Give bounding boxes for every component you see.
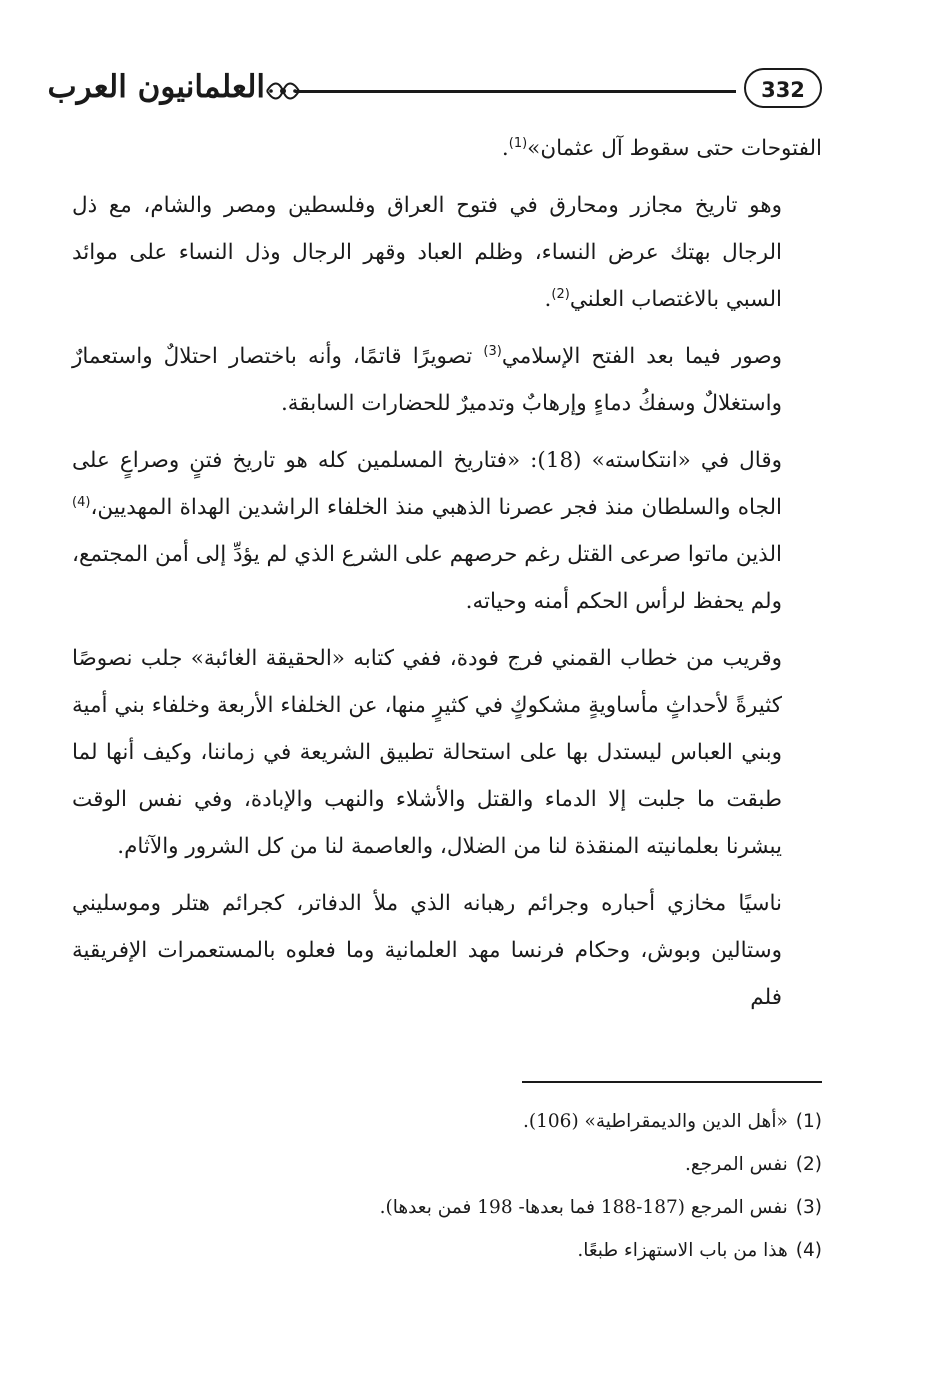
- paragraph-text: .: [501, 136, 509, 161]
- footnote-item: [72, 1229, 822, 1272]
- paragraph-text: وصور فيما بعد الفتح الإسلامي: [501, 344, 782, 369]
- footnote-item: [72, 1100, 822, 1143]
- paragraph: [72, 437, 822, 625]
- paragraph-gap: [72, 172, 822, 182]
- footnote-reference: (1): [508, 135, 528, 151]
- footnote-text: هذا من باب الاستهزاء طبعًا.: [577, 1240, 788, 1261]
- footnote-number: (3): [795, 1197, 822, 1218]
- paragraph: [72, 635, 822, 870]
- footnote-text: «أهل الدين والديمقراطية» (106).: [523, 1111, 788, 1132]
- paragraph: [72, 182, 822, 323]
- footnote-item: [72, 1143, 822, 1186]
- paragraph-text: وقريب من خطاب القمني فرج فودة، ففي كتابه «الحقيقة الغائبة» جلب نصوصًا كثيرةً لأحداثٍ مأساويةٍ مشكوكٍ في كثيرٍ منها، عن الخلفاء الأربعة وخلفاء بني أمية وبني العباس ليستدل بها على استحالة تطبيق الشريعة في زماننا، وكيف أنها لما طبقت ما جلبت إلا الدماء والقتل والأشلاء والنهب والإبادة، وفي نفس الوقت يبشرنا بعلمانيته المنقذة لنا من الضلال، والعاصمة لنا من كل الشرور والآثام.: [72, 646, 782, 859]
- paragraph: [72, 125, 822, 172]
- paragraph-gap: [72, 870, 822, 880]
- footnote-number: (4): [795, 1240, 822, 1261]
- paragraph-gap: [72, 323, 822, 333]
- footnote-item: [72, 1186, 822, 1229]
- paragraph-text: وقال في «انتكاسته» (18): «فتاريخ المسلمين كله هو تاريخ فتنٍ وصراعٍ على الجاه والسلطان منذ فجر عصرنا الذهبي منذ الخلفاء الراشدين الهداة المهديين،: [72, 448, 782, 520]
- page-header: [47, 58, 822, 122]
- page-number-badge: 332: [744, 68, 822, 108]
- paragraph-text: تصويرًا قاتمًا، وأنه باختصار احتلالٌ واستعمارٌ واستغلالٌ وسفكُ دماءٍ وإرهابٌ وتدميرٌ للحضارات السابقة.: [72, 344, 782, 416]
- footnote-reference: (2): [551, 286, 570, 302]
- footnote-text: نفس المرجع (187-188 فما بعدها- 198 فمن بعدها).: [379, 1197, 788, 1218]
- footnote-separator: [522, 1081, 822, 1083]
- paragraph: [72, 880, 822, 1021]
- paragraph-text: الفتوحات حتى سقوط آل عثمان»: [527, 136, 822, 161]
- footnote-reference: (3): [483, 343, 502, 359]
- paragraph-text: وهو تاريخ مجازر ومحارق في فتوح العراق وفلسطين ومصر والشام، مع ذل الرجال بهتك عرض النساء، وظلم العباد وقهر الرجال وذل النساء على موائد السبي بالاغتصاب العلني: [72, 193, 782, 312]
- footnotes: [72, 1100, 822, 1272]
- paragraph: [72, 333, 822, 427]
- header-rule: [295, 90, 736, 93]
- paragraph-gap: [72, 625, 822, 635]
- footnote-text: نفس المرجع.: [684, 1154, 788, 1175]
- body-text: [72, 125, 822, 1021]
- book-title: العلمانيون العرب: [47, 69, 265, 105]
- paragraph-text: .: [544, 287, 552, 312]
- footnote-number: (2): [795, 1154, 822, 1175]
- paragraph-gap: [72, 427, 822, 437]
- footnote-number: (1): [795, 1111, 822, 1132]
- paragraph-text: الذين ماتوا صرعى القتل رغم حرصهم على الشرع الذي لم يؤدِّ إلى أمن المجتمع، ولم يحفظ لرأس الحكم أمنه وحياته.: [72, 542, 782, 614]
- footnote-reference: (4): [72, 494, 91, 510]
- floral-ornament-icon: [265, 78, 301, 104]
- paragraph-text: ناسيًا مخازي أحباره وجرائم رهبانه الذي ملأ الدفاتر، كجرائم هتلر وموسليني وستالين وبوش، وحكام فرنسا مهد العلمانية وما فعلوه بالمستعمرات الإفريقية فلم: [72, 891, 782, 1010]
